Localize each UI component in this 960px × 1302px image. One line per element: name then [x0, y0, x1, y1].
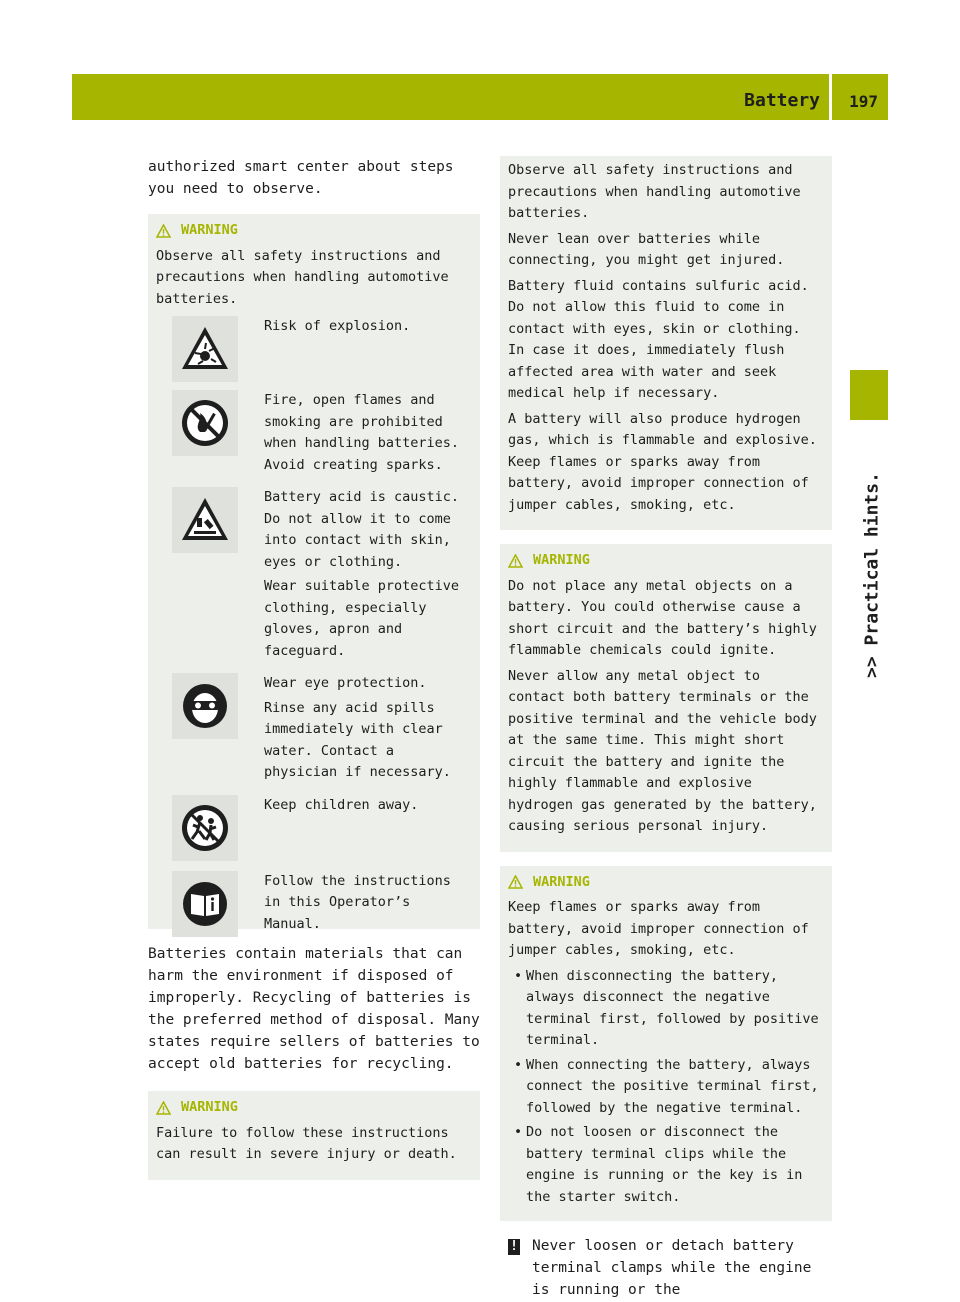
corrosive-icon — [172, 487, 238, 553]
exclamation-icon: ! — [508, 1239, 520, 1255]
symbol-row — [156, 487, 472, 665]
note — [500, 1235, 832, 1301]
symbol-row — [156, 673, 472, 787]
symbol-text: Wear eye protection. — [264, 675, 427, 691]
safety-paragraph: Battery fluid contains sulfuric acid. Do not allow this fluid to come in contact with eyes, skin or clothing. In case it does, immediately flush affected area with water and seek medical help if necessary. — [508, 277, 809, 401]
symbol-description — [264, 795, 472, 861]
no-fire-icon — [172, 390, 238, 456]
symbol-description — [264, 487, 472, 665]
symbol-description — [264, 871, 472, 939]
warning-label: WARNING — [533, 873, 590, 890]
warning-heading — [508, 550, 824, 572]
warning-triangle-icon — [156, 1101, 171, 1115]
section-title: Battery — [744, 90, 820, 111]
warning-heading — [156, 220, 472, 242]
symbol-description — [264, 673, 472, 787]
warning-text: Never allow any metal object to contact both battery terminals or the positive terminal and the vehicle body at the same time. This might short circuit the battery and ignite the highly flammable and explosive hydrogen gas generated by the battery, causing serious personal injury. — [508, 667, 817, 834]
symbol-text: Risk of explosion. — [264, 318, 411, 334]
side-tab-marker — [850, 370, 888, 420]
list-item: • When connecting the battery, always connect the positive terminal first, followed by the negative terminal. — [508, 1055, 824, 1120]
warning-box-short-circuit — [500, 544, 832, 852]
warning-box-symbols — [148, 214, 480, 932]
intro-text: authorized smart center about steps you need to observe. — [148, 159, 454, 197]
symbol-description — [264, 316, 472, 382]
side-tab-label: >> Practical hints. — [861, 472, 883, 678]
side-tab — [854, 440, 890, 710]
bullet-list — [508, 966, 824, 1209]
warning-text: Observe all safety instructions and precautions when handling automotive batteries. — [156, 247, 449, 307]
warning-text: Keep flames or sparks away from battery, avoid improper connection of jumper cables, smoking, etc. — [508, 899, 809, 958]
keep-children-away-icon — [172, 795, 238, 861]
safety-paragraph: Never lean over batteries while connecting, you might get injured. — [508, 230, 785, 268]
symbol-row — [156, 316, 472, 382]
warning-label: WARNING — [181, 1099, 238, 1115]
safety-instructions-box — [500, 156, 832, 530]
disposal-paragraph: Batteries contain materials that can harm the environment if disposed of improperly. Recycling of batteries is the preferred method of disposal. Many states require sellers of batteries to accept old batteries for recycling. — [148, 946, 480, 1072]
page-number: 197 — [849, 92, 878, 111]
warning-box-terminals — [500, 866, 832, 1222]
warning-text: Failure to follow these instructions can result in severe injury or death. — [156, 1124, 457, 1162]
warning-text: Do not place any metal objects on a battery. You could otherwise cause a short circuit and the battery’s highly flammable chemicals could ignite. — [508, 577, 817, 658]
operators-manual-icon — [172, 871, 238, 937]
warning-triangle-icon — [508, 554, 523, 568]
warning-label: WARNING — [181, 222, 238, 238]
left-column — [148, 156, 480, 1180]
note-text: Never loosen or detach battery terminal clamps while the engine is running or the — [532, 1238, 812, 1298]
symbol-row — [156, 871, 472, 939]
warning-box-injury — [148, 1091, 480, 1180]
symbol-text: Keep children away. — [264, 796, 419, 813]
symbol-row — [156, 390, 472, 479]
list-item: • Do not loosen or disconnect the battery terminal clips while the engine is running or the key is in the starter switch. — [508, 1122, 824, 1208]
header-divider — [829, 74, 832, 120]
warning-triangle-icon — [508, 875, 523, 889]
eye-protection-icon — [172, 673, 238, 739]
symbol-description — [264, 390, 472, 479]
symbol-text: Wear suitable protective clothing, especially gloves, apron and faceguard. — [264, 578, 460, 659]
page-header — [72, 74, 888, 120]
symbol-row — [156, 795, 472, 861]
symbol-text: Battery acid is caustic. Do not allow it to come into contact with skin, eyes or clothing. — [264, 489, 460, 570]
right-column — [500, 156, 832, 1301]
safety-paragraph: Observe all safety instructions and precautions when handling automotive batteries. — [508, 162, 801, 221]
warning-triangle-icon — [156, 224, 171, 238]
warning-heading — [508, 872, 824, 894]
warning-label: WARNING — [533, 552, 590, 568]
symbol-text: Fire, open flames and smoking are prohibited when handling batteries. Avoid creating sparks. — [264, 392, 460, 473]
explosion-hazard-icon — [172, 316, 238, 382]
warning-heading — [156, 1097, 472, 1119]
symbol-text: Follow the instructions in this Operator’s Manual. — [264, 872, 451, 932]
list-item: • When disconnecting the battery, always disconnect the negative terminal first, followed by positive terminal. — [508, 966, 824, 1052]
symbol-text: Rinse any acid spills immediately with clear water. Contact a physician if necessary. — [264, 699, 451, 780]
safety-paragraph: A battery will also produce hydrogen gas, which is flammable and explosive. Keep flames or sparks away from battery, avoid improper connection of jumper cables, smoking, etc. — [508, 410, 817, 513]
